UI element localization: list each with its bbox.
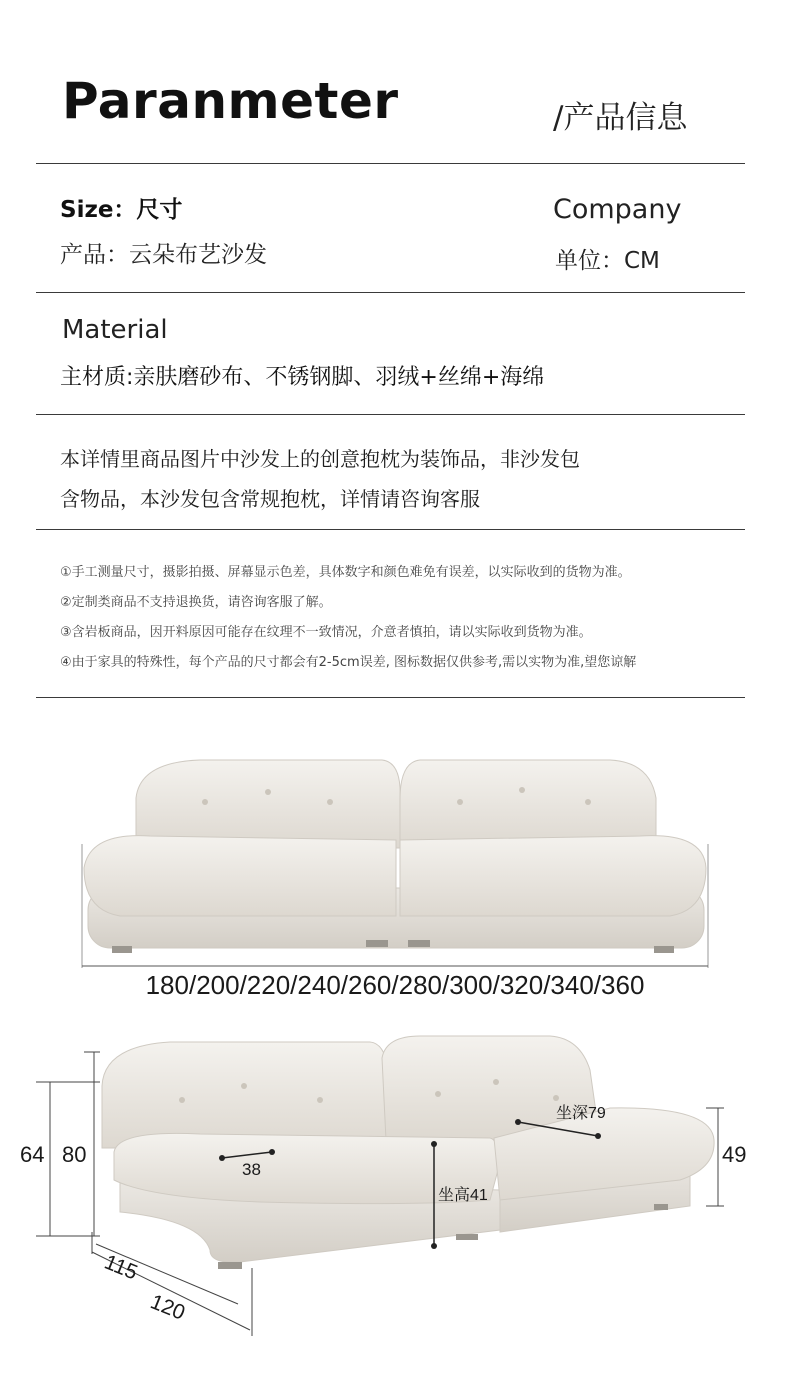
- divider: [36, 697, 745, 698]
- arm-height-label: 49: [722, 1142, 747, 1167]
- unit-label: 单位：CM: [555, 248, 660, 274]
- company-label: Company: [553, 194, 682, 225]
- sofa-leg: [112, 946, 132, 953]
- sofa-angle-view: [0, 1030, 790, 1387]
- page-subtitle: /产品信息: [553, 100, 688, 136]
- sofa-leg: [366, 940, 388, 947]
- note-item: ②定制类商品不支持退换货，请咨询客服了解。: [60, 595, 332, 610]
- arm-width-label: 38: [242, 1160, 261, 1179]
- note-item: ④由于家具的特殊性，每个产品的尺寸都会有2-5cm误差, 图标数据仅供参考,需以实物为准,望您谅解: [60, 655, 637, 670]
- size-label: Size：尺寸: [60, 197, 183, 223]
- divider: [36, 163, 745, 164]
- description-line: 含物品，本沙发包含常规抱枕，详情请咨询客服: [60, 487, 480, 511]
- seat-cushion: [84, 836, 396, 916]
- seat-depth-label: 坐深79: [556, 1105, 606, 1122]
- total-height-label: 64: [20, 1142, 45, 1167]
- note-item: ①手工测量尺寸，摄影拍摄、屏幕显示色差，具体数字和颜色难免有误差，以实际收到的货物为准。: [60, 565, 631, 580]
- divider: [36, 529, 745, 530]
- divider: [36, 292, 745, 293]
- sofa-front-view: [0, 740, 790, 1060]
- back-cushion: [136, 760, 400, 848]
- width-options: 180/200/220/240/260/280/300/320/340/360: [145, 970, 645, 1000]
- back-height-label: 80: [62, 1142, 87, 1167]
- divider: [36, 414, 745, 415]
- seat-cushion: [400, 836, 706, 916]
- page-title: Paranmeter: [62, 72, 399, 130]
- sofa-leg: [654, 946, 674, 953]
- depth-outer-label: 120: [147, 1290, 189, 1325]
- material-heading: Material: [62, 315, 168, 345]
- description-line: 本详情里商品图片中沙发上的创意抱枕为装饰品，非沙发包: [60, 447, 580, 471]
- seat-height-label: 坐高41: [438, 1187, 488, 1204]
- material-text: 主材质:亲肤磨砂布、不锈钢脚、羽绒+丝绵+海绵: [60, 365, 545, 390]
- depth-inner-label: 115: [101, 1250, 141, 1285]
- back-cushion: [400, 760, 656, 848]
- note-item: ③含岩板商品，因开料原因可能存在纹理不一致情况，介意者慎拍，请以实际收到货物为准。: [60, 625, 592, 640]
- sofa-leg: [408, 940, 430, 947]
- product-name: 产品：云朵布艺沙发: [60, 242, 267, 268]
